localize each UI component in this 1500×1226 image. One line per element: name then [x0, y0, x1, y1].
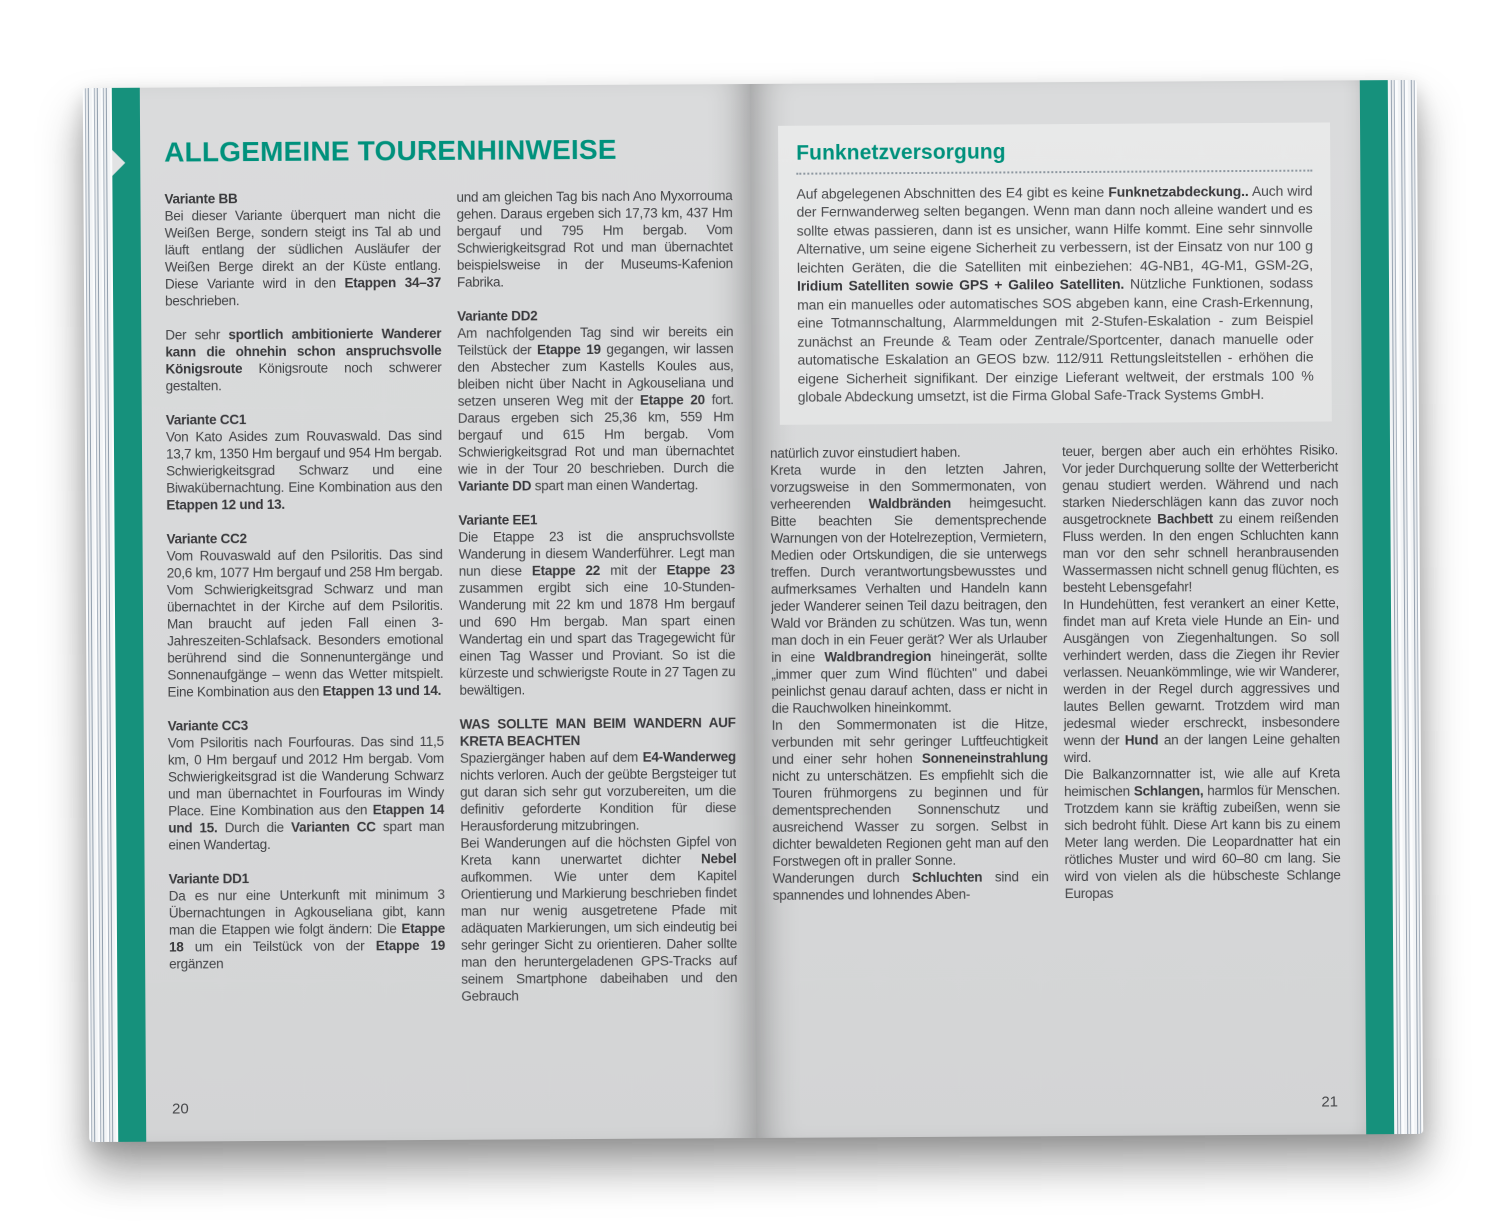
info-box-text — [796, 182, 1313, 407]
section-heading: Variante EE1 — [458, 512, 538, 529]
info-box-title: Funknetzversorgung — [796, 140, 1006, 165]
text-section — [1062, 441, 1341, 902]
paragraph: In den Sommermonaten ist die Hitze, verbunden mit sehr geringer Luftfeuchtigkeit und einer sehr hohen Sonneneinstrahlung nicht zu unterschätzen. Es empfiehlt sich die Touren frühmorgens zu beginnen und für dementsprechenden Sonnenschutz und ausreichend Wasser zu sorgen. Selbst in dichter bewaldeten Regionen geht man auf den Forstwegen oft in praller Sonne. — [771, 715, 1049, 869]
text-section — [167, 529, 444, 701]
text-section — [166, 410, 443, 514]
section-heading: Variante CC2 — [166, 531, 247, 547]
right-page-content — [750, 80, 1366, 1138]
page-title: ALLGEMEINE TOURENHINWEISE — [164, 133, 617, 168]
paragraph: und am gleichen Tag bis nach Ano Myxorrouma gehen. Daraus ergeben sich 17,73 km, 437 Hm bergauf und 795 Hm bergab. Vom Schwierigkeitsgrad Rot und man übernachtet beispielsweise in der Museums-Kafenion Fabrika. — [456, 188, 733, 291]
text-section — [168, 716, 445, 854]
text-column-right-1 — [770, 443, 1049, 921]
text-column-right-2 — [1062, 441, 1341, 919]
text-column-left-2 — [456, 188, 737, 1023]
paragraph: teuer, bergen aber auch ein erhöhtes Risiko. Vor jeder Durchquerung sollte der Wetterbericht genau studiert werden. Während und nach starken Niederschlägen kann das zuvor noch ausgetrocknete Bachbett zu einem reißenden Fluss werden. In den engen Schluchten kann man vor den sehr schnell heranbrausenden Wassermassen nicht schnell genug flüchten, es besteht Lebensgefahr! — [1061, 442, 1339, 595]
paragraph: Spaziergänger haben auf dem E4-Wanderweg nichts verloren. Auch der geübte Bergsteiger tut gut daran sich sehr gut vorzubereiten, um die definitiv geforderte Kondition für diese Herausforderung mitzubringen. — [459, 749, 737, 835]
text-section — [457, 307, 734, 496]
dotted-divider — [796, 169, 1312, 175]
text-column-left-1 — [164, 189, 445, 1024]
page-number-left: 20 — [171, 1100, 189, 1118]
paragraph: Auf abgelegenen Abschnitten des E4 gibt es keine Funknetzabdeckung.. Auch wird der Fernwanderweg selten begangen. Wenn man dann noch alleine wandert und es sollte etwas passieren, dann ist es unsicher, wann Hilfe kommt. Eine sehr sinnvolle Alternative, um seine eigene Sicherheit zu verbessern, ist der Einsatz von nur 100 g leichten Geräten, die die Satelliten mit einbeziehen: 4G-NB1, 4G-M1, GSM-2G, Iridium Satelliten sowie GPS + Galileo Satelliten. Nützliche Funktionen, sodass man ein manuelles oder automatisches SOS abgeben kann, eine Crash-Erkennung, eine Totmannschaltung, Alarmmeldungen mit 2-Stufen-Eskalation - zum Beispiel zunächst an Freunde & Team oder Zentrale/Sportcenter, danach manuelle oder automatische Eskalation an GEOS bzw. 112/911 Rettungsleitstellen - erhöhen die eigene Sicherheit signifikant. Der einzige Lieferant weltweit, der erstmals 100 % globale Abdeckung umsetzt, ist die Firma Global Safe-Track Systems GmbH. — [796, 182, 1314, 405]
paragraph: Am nachfolgenden Tag sind wir bereits ein Teilstück der Etappe 19 gegangen, wir lassen den Abstecher zum Kastells Koules aus, bleiben nicht über Nacht in Agkouseliana und setzen unseren Weg mit der Etappe 20 fort. Daraus ergeben sich 25,36 km, 559 Hm bergauf und 615 Hm bergab. Vom Schwierigkeitsgrad Rot und man übernachtet wie in der Tour 20 beschrieben. Durch die Variante DD spart man einen Wandertag. — [457, 324, 735, 495]
text-section — [796, 182, 1313, 407]
text-section — [165, 325, 441, 395]
text-section — [458, 511, 735, 700]
left-columns — [164, 188, 737, 1024]
paragraph: Bei dieser Variante überquert man nicht die Weißen Berge, sondern steigt ins Tal ab und läuft entlang der südlichen Ausläufer der Weißen Berge direkt an der Küste entlang. Diese Variante wird in den Etappen 34–37 beschrieben. — [164, 207, 442, 309]
text-section — [770, 443, 1049, 904]
section-heading: Variante CC3 — [167, 718, 249, 734]
section-heading: Variante DD2 — [457, 308, 538, 325]
paragraph: Wanderungen durch Schluchten sind ein spannendes und lohnendes Aben- — [772, 868, 1049, 903]
paragraph: Kreta wurde in den letzten Jahren, vorzugsweise in den Sommermonaten, von verheerenden Waldbränden heimgesucht. Bitte beachten Sie dementsprechende Warnungen von der Hotelrezeption, Vermietern, Medien oder Ortskundigen, die sie unterwegs treffen. Durch verantwortungsbewusstes und aufmerksames Verhalten und Handeln kann jeder Wanderer seinen Teil dazu beitragen, den Wald vor Bränden zu schützen. Was tun, wenn man doch in ein Feuer gerät? Wer als Urlauber in eine Waldbrandregion hineingerät, sollte „immer quer zum Wind flüchten" und dabei peinlichst genau darauf achten, dass er nicht in die Rauchwolken hineinkommt. — [770, 460, 1048, 716]
left-page-content — [140, 84, 756, 1142]
section-heading: WAS SOLLTE MAN BEIM WANDERN AUF KRETA BEACHTEN — [459, 715, 736, 750]
right-columns — [770, 441, 1341, 920]
info-box — [778, 122, 1332, 424]
paragraph: Da es nur eine Unterkunft mit minimum 3 Übernachtungen in Agkouseliana gibt, kann man die Etappen wie folgt ändern: Die Etappe 18 um ein Teilstück von der Etappe 19 ergänzen — [168, 887, 446, 972]
text-section — [456, 188, 733, 292]
paragraph: natürlich zuvor einstudiert haben. — [769, 444, 961, 461]
paragraph: Die Balkanzornnatter ist, wie alle auf Kreta heimischen Schlangen, harmlos für Menschen. Trotzdem kann sie kräftig zubeißen, wenn sie sich bedroht fühlt. Diese Art kann bis zu einem Meter lang werden. Die Leopardnatter hat ein rötliches Muster und wird 60–80 cm lang. Sie wird von vielen als die hübscheste Schlange Europas — [1063, 765, 1341, 901]
text-section — [164, 189, 441, 310]
page-number-right: 21 — [1321, 1093, 1339, 1111]
book-spread — [83, 80, 1423, 1142]
paragraph: Von Kato Asides zum Rouvaswald. Das sind 13,7 km, 1350 Hm bergauf und 954 Hm bergab. Schwierigkeitsgrad Schwarz und eine Biwakübernachtung. Eine Kombination aus den Etappen 12 und 13. — [165, 428, 443, 513]
text-section — [460, 714, 738, 1005]
paragraph: Die Etappe 23 ist die anspruchsvollste Wanderung in diesem Wanderführer. Legt man nun diese Etappe 22 mit der Etappe 23 zusammen ergibt sich eine 10-Stunden-Wanderung mit 22 km und 1878 Hm bergauf und 690 Hm bergab. Man spart einen Wandertag ein und spart das Tragegewicht für einen Tag Wasser und Proviant. So ist die kürzeste und schwierigste Route in 27 Tagen zu bewältigen. — [458, 528, 736, 699]
section-heading: Variante CC1 — [165, 412, 247, 428]
right-page — [750, 80, 1423, 1138]
section-heading: Variante DD1 — [168, 871, 249, 887]
paragraph: Bei Wanderungen auf die höchsten Gipfel von Kreta kann unerwartet dichter Nebel aufkommen. Wie unter dem Kapitel Orientierung und Markierung beschrieben findet man nur wenig ausgetretene Pfade mit adäquaten Markierungen, um sich eindeutig bei sehr geringer Sicht zu orientieren. Daher sollte man den heruntergeladenen GPS-Tracks auf seinem Smartphone dabeihaben und den Gebrauch — [460, 834, 738, 1005]
left-page — [83, 84, 756, 1142]
paragraph: Vom Psiloritis nach Fourfouras. Das sind 11,5 km, 0 Hm bergauf und 2012 Hm bergab. Vom Schwierigkeitsgrad ist die Wanderung Schwarz und man übernachtet in Fourfouras im Windy Place. Eine Kombination aus den Etappen 14 und 15. Durch die Varianten CC spart man einen Wandertag. — [167, 734, 445, 853]
section-heading: Variante BB — [164, 191, 238, 207]
paragraph: Der sehr sportlich ambitionierte Wanderer kann die ohnehin schon anspruchsvolle Königsroute Königsroute noch schwerer gestalten. — [165, 326, 442, 394]
text-section — [169, 869, 446, 973]
paragraph: Vom Rouvaswald auf den Psiloritis. Das sind 20,6 km, 1077 Hm bergauf und 258 Hm bergab. Vom Schwierigkeitsgrad Schwarz und man übernachtet in der Kirche auf dem Psiloritis. Man braucht auf jeden Fall einen 3-Jahreszeiten-Schlafsack. Besonders emotional berührend sind die Sonnenuntergänge und Sonnenaufgänge – wenn das Wetter mitspielt. Eine Kombination aus den Etappen 13 und 14. — [166, 547, 444, 700]
paragraph: In Hundehütten, fest verankert an einer Kette, findet man auf Kreta viele Hunde an Ein- und Ausgängen von Ziegenhaltungen. So soll verhindert werden, dass die Ziegen ihr Revier verlassen. Neuankömmlinge, wie wir Wanderer, werden in der Regel durch aggressives und lautes Bellen gewarnt. Trotzdem wird man jedesmal wieder erschreckt, insbesondere wenn der Hund an der langen Leine gehalten wird. — [1062, 595, 1340, 765]
